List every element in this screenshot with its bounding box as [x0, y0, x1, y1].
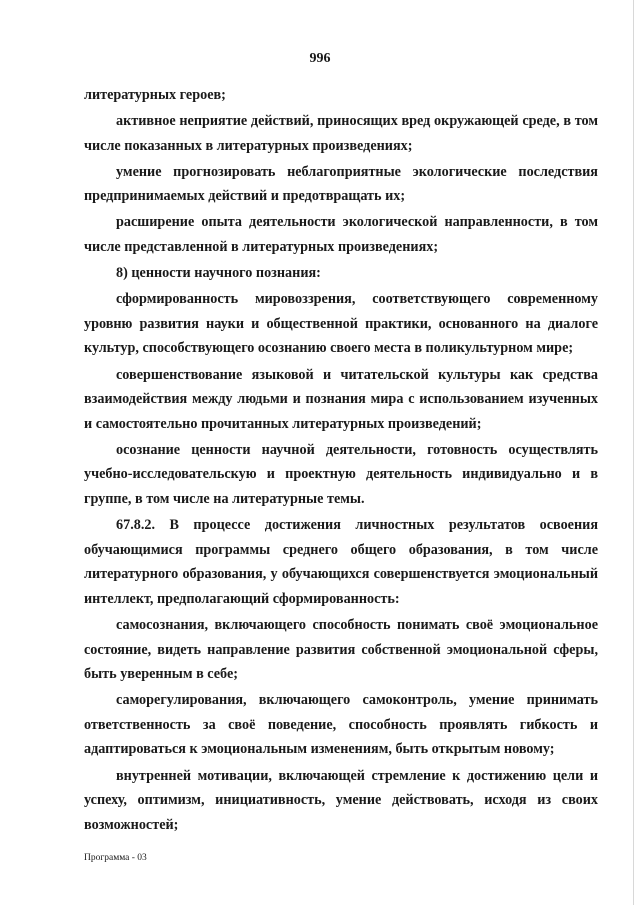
page-number: 996: [309, 51, 331, 66]
paragraph-self-regulation: саморегулирования, включающего самоконтроль, умение принимать ответственность за своё поведение, способность проявлять гибкость и адаптироваться к эмоциональным изменениям, быть открытым новому;: [84, 692, 598, 758]
paragraph-ecological-experience: расширение опыта деятельности экологической направленности, в том числе представленной в литературных произведениях;: [84, 214, 598, 256]
footer-program-label: Программа - 03: [84, 853, 147, 863]
paragraph-ability-forecast: умение прогнозировать неблагоприятные экологические последствия предпринимаемых действий и предотвращать их;: [84, 163, 598, 205]
paragraph-research-activity: осознание ценности научной деятельности, готовность осуществлять учебно-исследовательскую и проектную деятельность индивидуально и в группе, в том числе на литературные темы.: [84, 441, 598, 507]
paragraph-language-culture: совершенствование языковой и читательской культуры как средства взаимодействия между людьми и познания мира с использованием изученных и самостоятельно прочитанных литературных произведений;: [84, 366, 598, 432]
paragraph-section-67-8-2: 67.8.2. В процессе достижения личностных результатов освоения обучающимися программы среднего общего образования, в том числе литературного образования, у обучающихся совершенствуется эмоциональный интеллект, предполагающий сформированность:: [84, 517, 598, 607]
scan-edge-line: [633, 0, 634, 905]
paragraph-worldview: сформированность мировоззрения, соответствующего современному уровню развития науки и общественной практики, основанного на диалоге культур, способствующего осознанию своего места в поликультурном мире;: [84, 291, 598, 357]
paragraph-active-rejection: активное неприятие действий, приносящих вред окружающей среде, в том числе показанных в литературных произведениях;: [84, 113, 598, 154]
document-body: [84, 83, 598, 839]
paragraph-inner-motivation: внутренней мотивации, включающей стремление к достижению цели и успеху, оптимизм, инициативность, умение действовать, исходя из своих возможностей;: [84, 767, 598, 833]
paragraph-literary-heroes: литературных героев;: [84, 87, 226, 103]
paragraph-scientific-values-heading: 8) ценности научного познания:: [116, 265, 321, 282]
paragraph-self-awareness: самосознания, включающего способность понимать своё эмоциональное состояние, видеть направление развития собственной эмоциональной сферы, быть уверенным в себе;: [84, 616, 598, 683]
